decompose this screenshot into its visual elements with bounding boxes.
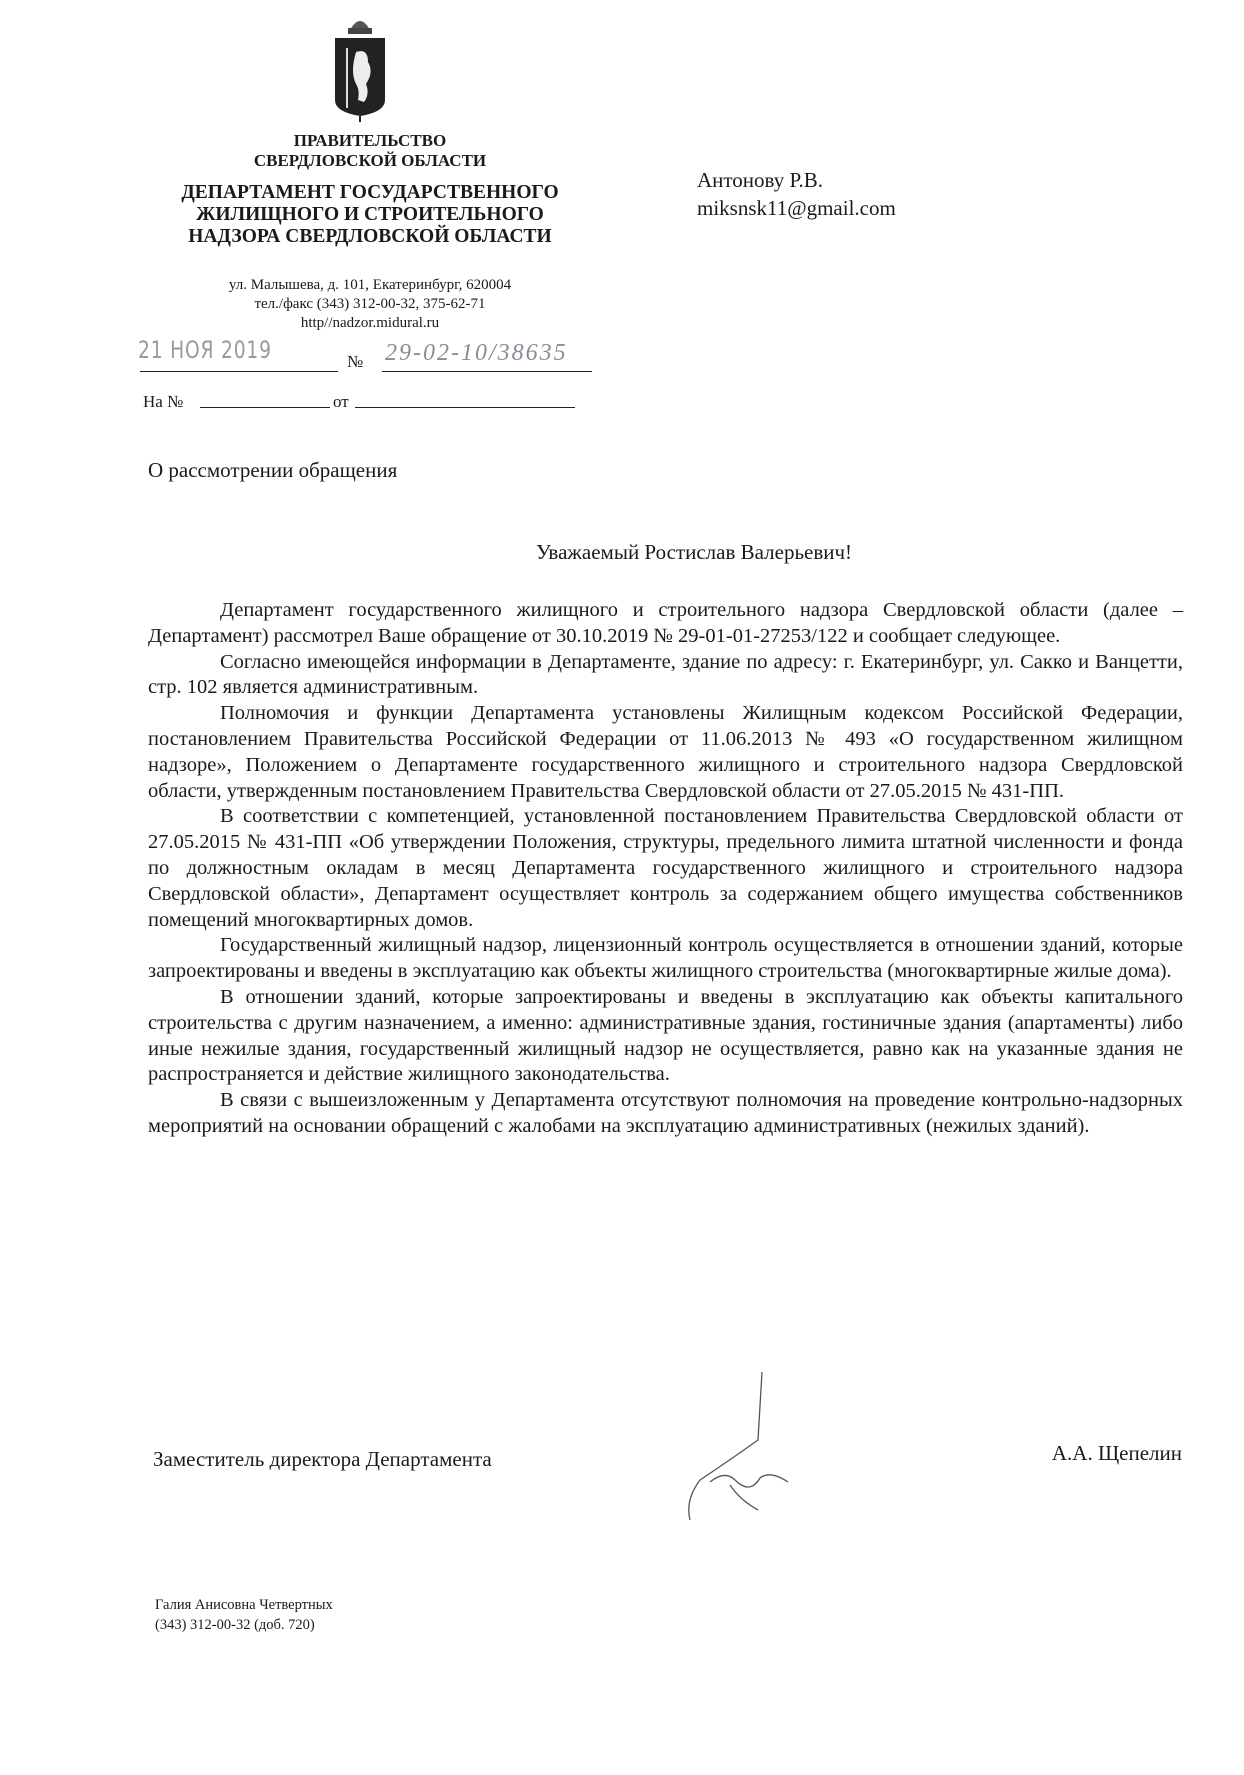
website: http//nadzor.midural.ru: [300, 315, 440, 331]
body-paragraph: В отношении зданий, которые запроектированы и введены в эксплуатацию как объекты капитального строительства с другим назначением, а именно: административные здания, гостиничные здания (апартаменты) либо иные нежилые здания, государственный жилищный надзор не осуществляется, равно как на указанные здания не распространяется и действие жилищного законодательства.: [148, 985, 1183, 1086]
phone: тел./факс (343) 312-00-32, 375-62-71: [254, 296, 486, 312]
registration-number: 29-02-10/38635: [385, 340, 568, 366]
addressee-name: Антонову Р.В.: [697, 168, 824, 192]
government-line: СВЕРДЛОВСКОЙ ОБЛАСТИ: [253, 151, 487, 170]
reply-to-label: На №: [143, 392, 184, 411]
department-line: НАДЗОРА СВЕРДЛОВСКОЙ ОБЛАСТИ: [188, 226, 552, 247]
department-contacts: [130, 276, 610, 333]
government-name: [130, 131, 610, 171]
government-line: ПРАВИТЕЛЬСТВО: [293, 131, 447, 150]
body-paragraph: Государственный жилищный надзор, лицензионный контроль осуществляется в отношении зданий, которые запроектированы и введены в эксплуатацию как объекты жилищного строительства (многоквартирные жилые дома).: [148, 934, 1183, 983]
number-label: №: [347, 352, 364, 371]
greeting-text: Уважаемый Ростислав Валерьевич!: [535, 540, 853, 564]
subject: О рассмотрении обращения: [148, 458, 398, 482]
body-paragraph: В связи с вышеизложенным у Департамента отсутствуют полномочия на проведение контрольно-надзорных мероприятий на основании обращений с жалобами на эксплуатацию административных (нежилых зданий).: [148, 1089, 1183, 1137]
signatory-position: Заместитель директора Департамента: [153, 1447, 492, 1471]
letter-body: [148, 598, 1183, 1140]
executor-phone: (343) 312-00-32 (доб. 720): [155, 1617, 315, 1633]
addressee: [697, 166, 896, 222]
department-name: [130, 182, 610, 248]
reply-date-line: [355, 407, 575, 408]
addressee-email: miksnsk11@gmail.com: [697, 196, 896, 220]
reply-number-line: [200, 407, 330, 408]
body-paragraph: В соответствии с компетенцией, установленной постановлением Правительства Свердловской области от 27.05.2015 № 431-ПП «Об утверждении Положения, структуры, предельного лимита штатной численности и фонда по должностным окладам в месяц Департамента государственного жилищного и строительного надзора Свердловской области», Департамент осуществляет контроль за содержанием общего имущества собственников помещений многоквартирных домов.: [148, 805, 1183, 931]
department-line: ЖИЛИЩНОГО И СТРОИТЕЛЬНОГО: [196, 204, 544, 225]
greeting: [0, 540, 1244, 565]
body-paragraph: Полномочия и функции Департамента установлены Жилищным кодексом Российской Федерации, постановлением Правительства Российской Федерации от 11.06.2013 № 493 «О государственном жилищном надзоре», Положением о Департаменте государственного жилищного и строительного надзора Свердловской области, утвержденным постановлением Правительства Свердловской области от 27.05.2015 № 431-ПП.: [148, 702, 1183, 802]
executor-name: Галия Анисовна Четвертных: [155, 1597, 333, 1613]
date-line: [140, 371, 338, 372]
body-paragraph: Согласно имеющейся информации в Департаменте, здание по адресу: г. Екатеринбург, ул. Сакко и Ванцетти, стр. 102 является административным.: [148, 650, 1183, 699]
date-stamp: 21 НОЯ 2019: [138, 336, 272, 364]
department-line: ДЕПАРТАМЕНТ ГОСУДАРСТВЕННОГО: [181, 182, 559, 203]
number-line: [382, 371, 592, 372]
executor-info: [155, 1595, 333, 1635]
coat-of-arms-emblem: [330, 12, 390, 122]
signatory-name: А.А. Щепелин: [1051, 1441, 1182, 1465]
handwritten-signature: [670, 1370, 800, 1535]
body-paragraph: Департамент государственного жилищного и строительного надзора Свердловской области (далее – Департамент) рассмотрел Ваше обращение от 30.10.2019 № 29-01-01-27253/122 и сообщает следующее.: [148, 599, 1183, 647]
from-label: от: [333, 392, 349, 411]
address: ул. Малышева, д. 101, Екатеринбург, 620004: [228, 277, 512, 293]
